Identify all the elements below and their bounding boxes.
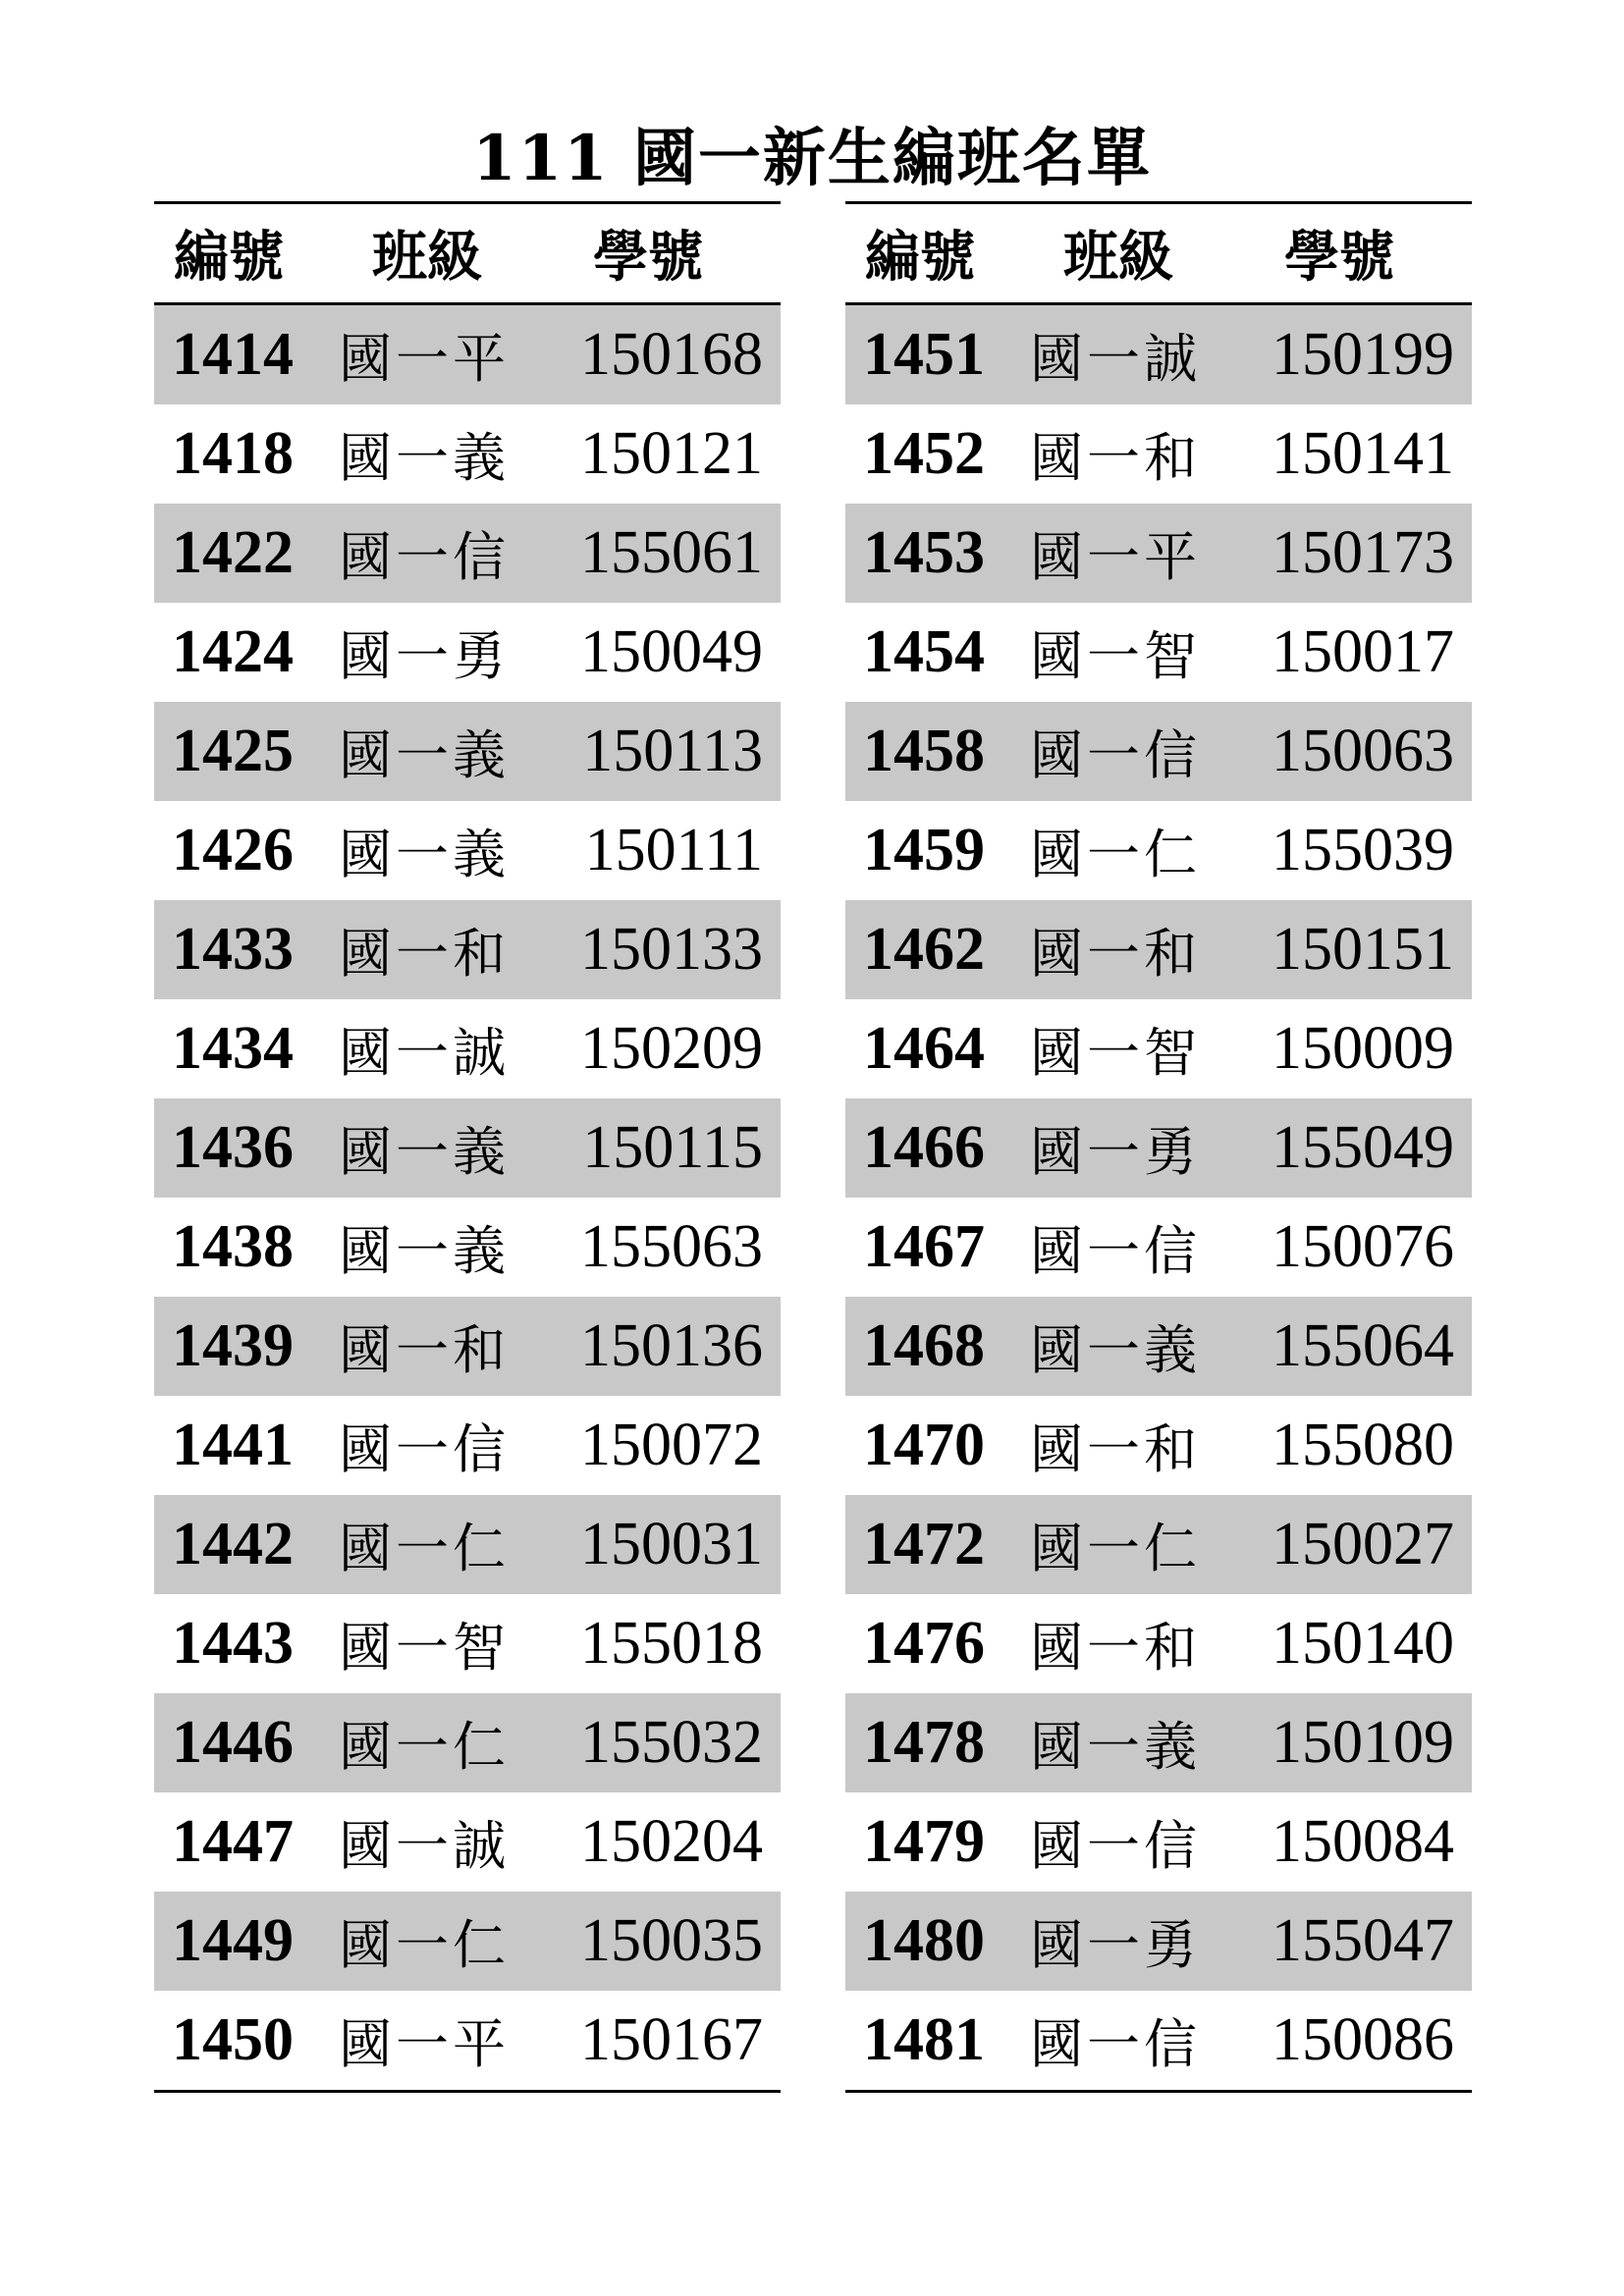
- row-class: 國一信: [1030, 2013, 1201, 2075]
- row-id: 1436: [172, 1114, 294, 1181]
- row-student-no: 150140: [1272, 1610, 1454, 1677]
- row-id: 1439: [172, 1312, 294, 1379]
- header-id: 編號: [865, 226, 975, 290]
- table-row: [154, 1297, 781, 1396]
- row-class: 國一和: [1030, 1617, 1201, 1679]
- table-row: [845, 801, 1472, 900]
- row-class: 國一義: [1030, 1319, 1201, 1381]
- row-id: 1468: [863, 1312, 985, 1379]
- row-student-no: 150199: [1272, 321, 1454, 388]
- row-id: 1442: [172, 1511, 294, 1577]
- row-student-no: 155047: [1272, 1907, 1454, 1974]
- row-class: 國一平: [1030, 526, 1201, 588]
- table-row: [154, 603, 781, 702]
- table-row: [845, 1098, 1472, 1198]
- row-id: 1467: [863, 1213, 985, 1280]
- row-id: 1459: [863, 817, 985, 883]
- row-class: 國一信: [1030, 1220, 1201, 1282]
- row-student-no: 150115: [582, 1114, 763, 1181]
- table-row: [154, 1198, 781, 1297]
- row-id: 1470: [863, 1412, 985, 1478]
- table-row: [154, 801, 781, 900]
- row-student-no: 150111: [584, 817, 763, 883]
- table-row: [154, 1892, 781, 1991]
- row-class: 國一仁: [339, 1716, 510, 1778]
- row-id: 1447: [172, 1808, 294, 1875]
- row-student-no: 150086: [1272, 2006, 1454, 2073]
- row-class: 國一仁: [1030, 1518, 1201, 1579]
- row-class: 國一平: [339, 2013, 510, 2075]
- row-id: 1422: [172, 519, 294, 586]
- row-student-no: 150121: [580, 420, 763, 487]
- row-student-no: 150072: [580, 1412, 763, 1478]
- page-title: 111 國一新生編班名單: [472, 122, 1152, 195]
- row-student-no: 150167: [580, 2006, 763, 2073]
- row-student-no: 150063: [1272, 718, 1454, 784]
- table-row: [845, 1198, 1472, 1297]
- header-student-no: 學號: [1284, 226, 1394, 290]
- row-id: 1453: [863, 519, 985, 586]
- row-student-no: 150017: [1272, 618, 1454, 685]
- row-student-no: 155049: [1272, 1114, 1454, 1181]
- row-student-no: 150049: [580, 618, 763, 685]
- row-class: 國一誠: [339, 1022, 510, 1084]
- row-class: 國一誠: [339, 1815, 510, 1877]
- table-row: [154, 504, 781, 603]
- row-id: 1449: [172, 1907, 294, 1974]
- row-class: 國一平: [339, 328, 510, 390]
- row-id: 1458: [863, 718, 985, 784]
- table-row: [154, 900, 781, 999]
- row-student-no: 155063: [580, 1213, 763, 1280]
- table-row: [154, 1594, 781, 1693]
- row-id: 1434: [172, 1015, 294, 1082]
- row-id: 1438: [172, 1213, 294, 1280]
- row-id: 1466: [863, 1114, 985, 1181]
- row-student-no: 150173: [1272, 519, 1454, 586]
- table-row: [845, 1892, 1472, 1991]
- roster-table-left: [154, 201, 781, 2093]
- row-id: 1464: [863, 1015, 985, 1082]
- header-student-no: 學號: [593, 226, 703, 290]
- row-class: 國一義: [339, 1220, 510, 1282]
- table-row: [154, 1792, 781, 1892]
- row-id: 1480: [863, 1907, 985, 1974]
- row-student-no: 155080: [1272, 1412, 1454, 1478]
- row-id: 1414: [172, 321, 294, 388]
- table-row: [845, 1495, 1472, 1594]
- table-header: [154, 201, 781, 305]
- row-class: 國一義: [339, 824, 510, 885]
- row-student-no: 150151: [1272, 916, 1454, 983]
- row-id: 1481: [863, 2006, 985, 2073]
- row-student-no: 150204: [580, 1808, 763, 1875]
- table-row: [845, 504, 1472, 603]
- table-body: [845, 305, 1472, 2093]
- row-id: 1433: [172, 916, 294, 983]
- table-row: [154, 305, 781, 404]
- roster-table-right: [845, 201, 1472, 2093]
- row-student-no: 150031: [580, 1511, 763, 1577]
- row-class: 國一仁: [339, 1518, 510, 1579]
- row-student-no: 150136: [580, 1312, 763, 1379]
- row-class: 國一智: [1030, 625, 1201, 687]
- row-id: 1478: [863, 1709, 985, 1776]
- table-row: [845, 900, 1472, 999]
- row-id: 1446: [172, 1709, 294, 1776]
- row-student-no: 150141: [1272, 420, 1454, 487]
- row-student-no: 150168: [580, 321, 763, 388]
- table-row: [154, 1098, 781, 1198]
- table-row: [154, 1396, 781, 1495]
- row-class: 國一仁: [339, 1914, 510, 1976]
- row-student-no: 150109: [1272, 1709, 1454, 1776]
- row-class: 國一義: [339, 724, 510, 786]
- row-class: 國一誠: [1030, 328, 1201, 390]
- row-student-no: 150027: [1272, 1511, 1454, 1577]
- row-class: 國一智: [339, 1617, 510, 1679]
- row-id: 1450: [172, 2006, 294, 2073]
- table-header: [845, 201, 1472, 305]
- table-row: [845, 1594, 1472, 1693]
- row-class: 國一和: [1030, 427, 1201, 489]
- table-row: [845, 1396, 1472, 1495]
- row-student-no: 155064: [1272, 1312, 1454, 1379]
- table-row: [154, 1495, 781, 1594]
- row-student-no: 150076: [1272, 1213, 1454, 1280]
- row-class: 國一和: [1030, 923, 1201, 985]
- row-class: 國一勇: [1030, 1121, 1201, 1183]
- row-student-no: 155018: [580, 1610, 763, 1677]
- row-class: 國一和: [1030, 1418, 1201, 1480]
- table-row: [845, 1297, 1472, 1396]
- row-class: 國一和: [339, 1319, 510, 1381]
- table-row: [154, 404, 781, 504]
- row-class: 國一和: [339, 923, 510, 985]
- table-row: [845, 603, 1472, 702]
- row-student-no: 155032: [580, 1709, 763, 1776]
- table-row: [845, 404, 1472, 504]
- header-class: 班級: [1063, 226, 1173, 290]
- table-row: [845, 1693, 1472, 1792]
- row-student-no: 150133: [580, 916, 763, 983]
- row-class: 國一信: [339, 526, 510, 588]
- row-student-no: 150084: [1272, 1808, 1454, 1875]
- table-row: [154, 1991, 781, 2090]
- row-class: 國一義: [339, 1121, 510, 1183]
- row-student-no: 150009: [1272, 1015, 1454, 1082]
- header-id: 編號: [174, 226, 284, 290]
- row-class: 國一勇: [339, 625, 510, 687]
- table-row: [154, 999, 781, 1098]
- table-row: [845, 999, 1472, 1098]
- row-student-no: 150209: [580, 1015, 763, 1082]
- row-student-no: 150035: [580, 1907, 763, 1974]
- header-class: 班級: [372, 226, 482, 290]
- row-id: 1452: [863, 420, 985, 487]
- row-class: 國一仁: [1030, 824, 1201, 885]
- row-student-no: 150113: [582, 718, 763, 784]
- row-id: 1425: [172, 718, 294, 784]
- row-class: 國一信: [339, 1418, 510, 1480]
- row-class: 國一義: [339, 427, 510, 489]
- row-student-no: 155061: [580, 519, 763, 586]
- table-body: [154, 305, 781, 2093]
- table-row: [154, 1693, 781, 1792]
- table-row: [154, 702, 781, 801]
- row-id: 1426: [172, 817, 294, 883]
- table-row: [845, 1991, 1472, 2090]
- row-id: 1472: [863, 1511, 985, 1577]
- row-id: 1479: [863, 1808, 985, 1875]
- row-id: 1454: [863, 618, 985, 685]
- row-id: 1462: [863, 916, 985, 983]
- row-id: 1418: [172, 420, 294, 487]
- row-id: 1424: [172, 618, 294, 685]
- row-class: 國一勇: [1030, 1914, 1201, 1976]
- row-id: 1476: [863, 1610, 985, 1677]
- table-row: [845, 305, 1472, 404]
- row-class: 國一信: [1030, 1815, 1201, 1877]
- row-id: 1451: [863, 321, 985, 388]
- table-row: [845, 702, 1472, 801]
- row-class: 國一智: [1030, 1022, 1201, 1084]
- row-student-no: 155039: [1272, 817, 1454, 883]
- table-row: [845, 1792, 1472, 1892]
- row-id: 1443: [172, 1610, 294, 1677]
- row-id: 1441: [172, 1412, 294, 1478]
- row-class: 國一信: [1030, 724, 1201, 786]
- row-class: 國一義: [1030, 1716, 1201, 1778]
